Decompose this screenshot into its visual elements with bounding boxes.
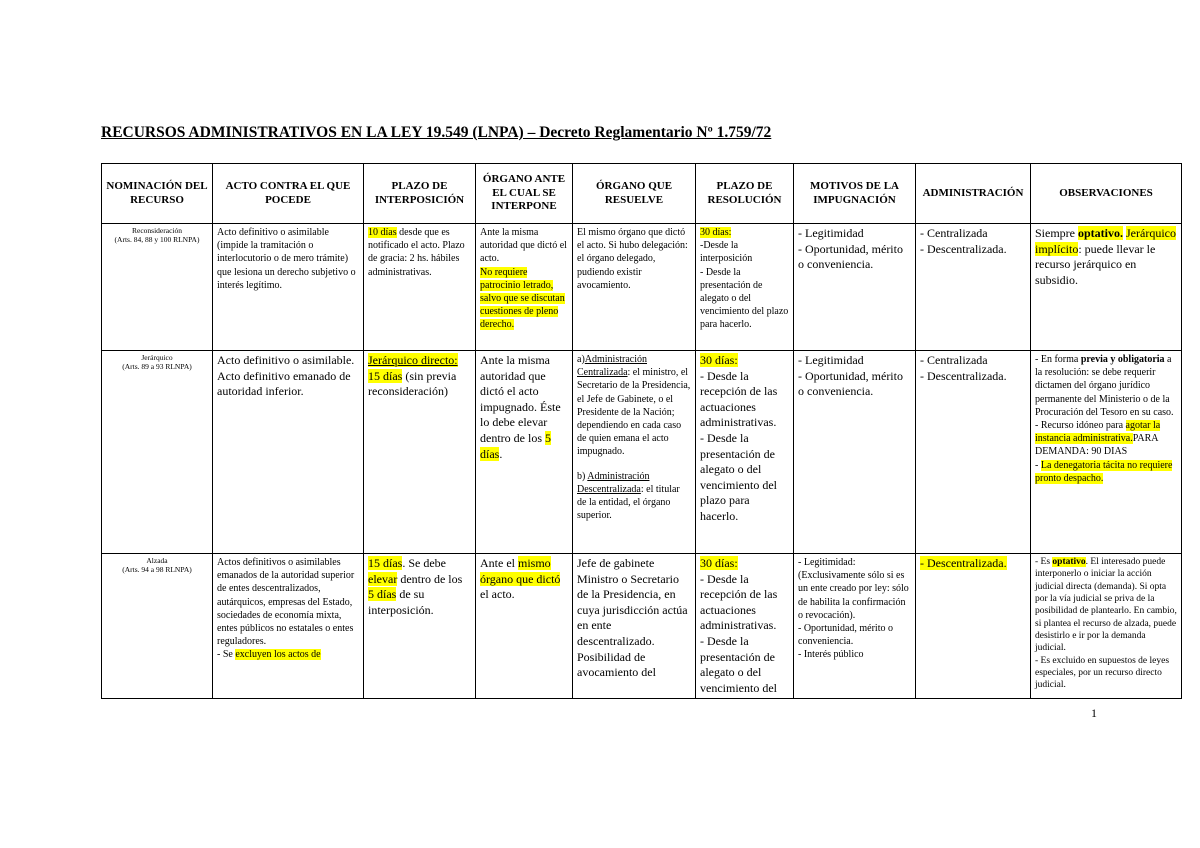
cell-acto: Acto definitivo o asimilable (impide la tramitación o interlocutorio o de mero trámite) que lesiona un derecho subjetivo o interés legítimo.	[213, 224, 364, 351]
resources-table	[101, 163, 1182, 699]
cell-plazo-resolucion: 30 días: - Desde la recepción de las actuaciones administrativas. - Desde la presentación de alegato o del vencimiento del plazo para hacerlo.	[696, 351, 794, 554]
header-row	[102, 164, 1182, 224]
cell-acto: Acto definitivo o asimilable. Acto definitivo emanado de autoridad inferior.	[213, 351, 364, 554]
cell-organo-resuelve: El mismo órgano que dictó el acto. Si hubo delegación: el órgano delegado, pudiendo existir avocamiento.	[573, 224, 696, 351]
cell-motivos: - Legitimidad: (Exclusivamente sólo si es un ente creado por ley: sólo de habilita la confirmación o revocación). - Oportunidad, mérito o conveniencia. - Interés público	[794, 554, 916, 699]
cell-organo-interpone: Ante la misma autoridad que dictó el acto. No requiere patrocinio letrado, salvo que se discutan cuestiones de pleno derecho.	[476, 224, 573, 351]
cell-observaciones: Siempre optativo. Jerárquico implícito: puede llevar le recurso jerárquico en subsidio.	[1031, 224, 1182, 351]
cell-plazo-interposicion: 10 días desde que es notificado el acto. Plazo de gracia: 2 hs. hábiles administrativas.	[364, 224, 476, 351]
cell-observaciones: - Es optativo. El interesado puede interponerlo o iniciar la acción judicial directa (demanda). Si opta por la vía judicial se priva de la posibilidad de plantearlo. En cambio, si plantea el recurso de alzada, puede desistirlo e ir por la demanda judicial. - Es excluido en supuestos de leyes especiales, por un recurso directo judicial.	[1031, 554, 1182, 699]
table-row	[102, 554, 1182, 699]
header-organo-interpone: ÓRGANO ANTE EL CUAL SE INTERPONE	[476, 164, 573, 224]
cell-motivos: - Legitimidad - Oportunidad, mérito o conveniencia.	[794, 224, 916, 351]
recurso-articles: (Arts. 94 a 98 RLNPA)	[122, 565, 192, 575]
header-acto: ACTO CONTRA EL QUE POCEDE	[213, 164, 364, 224]
cell-motivos: - Legitimidad - Oportunidad, mérito o conveniencia.	[794, 351, 916, 554]
cell-administracion: - Descentralizada.	[916, 554, 1031, 699]
cell-plazo-interposicion: Jerárquico directo: 15 días (sin previa reconsideración)	[364, 351, 476, 554]
cell-organo-resuelve: a)Administración Centralizada: el ministro, el Secretario de la Presidencia, el Jefe de Gabinete, o el Presidente de la Nación; dependiendo en cada caso de quien emana el acto impugnado. b) Administración Descentralizada: el titular de la entidad, el órgano superior.	[573, 351, 696, 554]
cell-nominacion	[102, 554, 213, 699]
table-row	[102, 351, 1182, 554]
cell-organo-resuelve: Jefe de gabinete Ministro o Secretario de la Presidencia, en cuya jurisdicción actúa en ente descentralizado. Posibilidad de avocamiento del	[573, 554, 696, 699]
cell-observaciones: - En forma previa y obligatoria a la resolución: se debe requerir dictamen del órgano jurídico permanente del Ministerio o de la Procuración del Tesoro en su caso. - Recurso idóneo para agotar la instancia administrativa.PARA DEMANDA: 90 DIAS - La denegatoria tácita no requiere pronto despacho.	[1031, 351, 1182, 554]
cell-plazo-resolucion: 30 días: - Desde la recepción de las actuaciones administrativas. - Desde la presentación de alegato o del vencimiento del	[696, 554, 794, 699]
page-number: 1	[1091, 706, 1097, 720]
header-motivos: MOTIVOS DE LA IMPUGNACIÓN	[794, 164, 916, 224]
document-title: RECURSOS ADMINISTRATIVOS EN LA LEY 19.549 (LNPA) – Decreto Reglamentario Nº 1.759/72	[101, 124, 772, 141]
cell-organo-interpone: Ante la misma autoridad que dictó el acto impugnado. Éste lo debe elevar dentro de los 5 días.	[476, 351, 573, 554]
cell-nominacion	[102, 224, 213, 351]
header-nominacion: NOMINACIÓN DEL RECURSO	[102, 164, 213, 224]
recurso-name: Jerárquico	[141, 353, 173, 362]
cell-nominacion	[102, 351, 213, 554]
cell-organo-interpone: Ante el mismo órgano que dictó el acto.	[476, 554, 573, 699]
cell-plazo-resolucion: 30 días: -Desde la interposición - Desde la presentación de alegato o del vencimiento del plazo para hacerlo.	[696, 224, 794, 351]
table-row	[102, 224, 1182, 351]
cell-administracion: - Centralizada - Descentralizada.	[916, 224, 1031, 351]
cell-acto: Actos definitivos o asimilables emanados de la autoridad superior de entes descentralizados, autárquicos, empresas del Estado, sociedades de economía mixta, entes públicos no estatales o entes reguladores. - Se excluyen los actos de	[213, 554, 364, 699]
header-plazo-resolucion: PLAZO DE RESOLUCIÓN	[696, 164, 794, 224]
recurso-articles: (Arts. 84, 88 y 100 RLNPA)	[114, 235, 200, 245]
cell-administracion: - Centralizada - Descentralizada.	[916, 351, 1031, 554]
recurso-name: Alzada	[146, 556, 168, 565]
recurso-name: Reconsideración	[132, 226, 182, 235]
header-administracion: ADMINISTRACIÓN	[916, 164, 1031, 224]
header-plazo-interposicion: PLAZO DE INTERPOSICIÓN	[364, 164, 476, 224]
header-observaciones: OBSERVACIONES	[1031, 164, 1182, 224]
cell-plazo-interposicion: 15 días. Se debe elevar dentro de los 5 días de su interposición.	[364, 554, 476, 699]
header-organo-resuelve: ÓRGANO QUE RESUELVE	[573, 164, 696, 224]
recurso-articles: (Arts. 89 a 93 RLNPA)	[122, 362, 192, 372]
